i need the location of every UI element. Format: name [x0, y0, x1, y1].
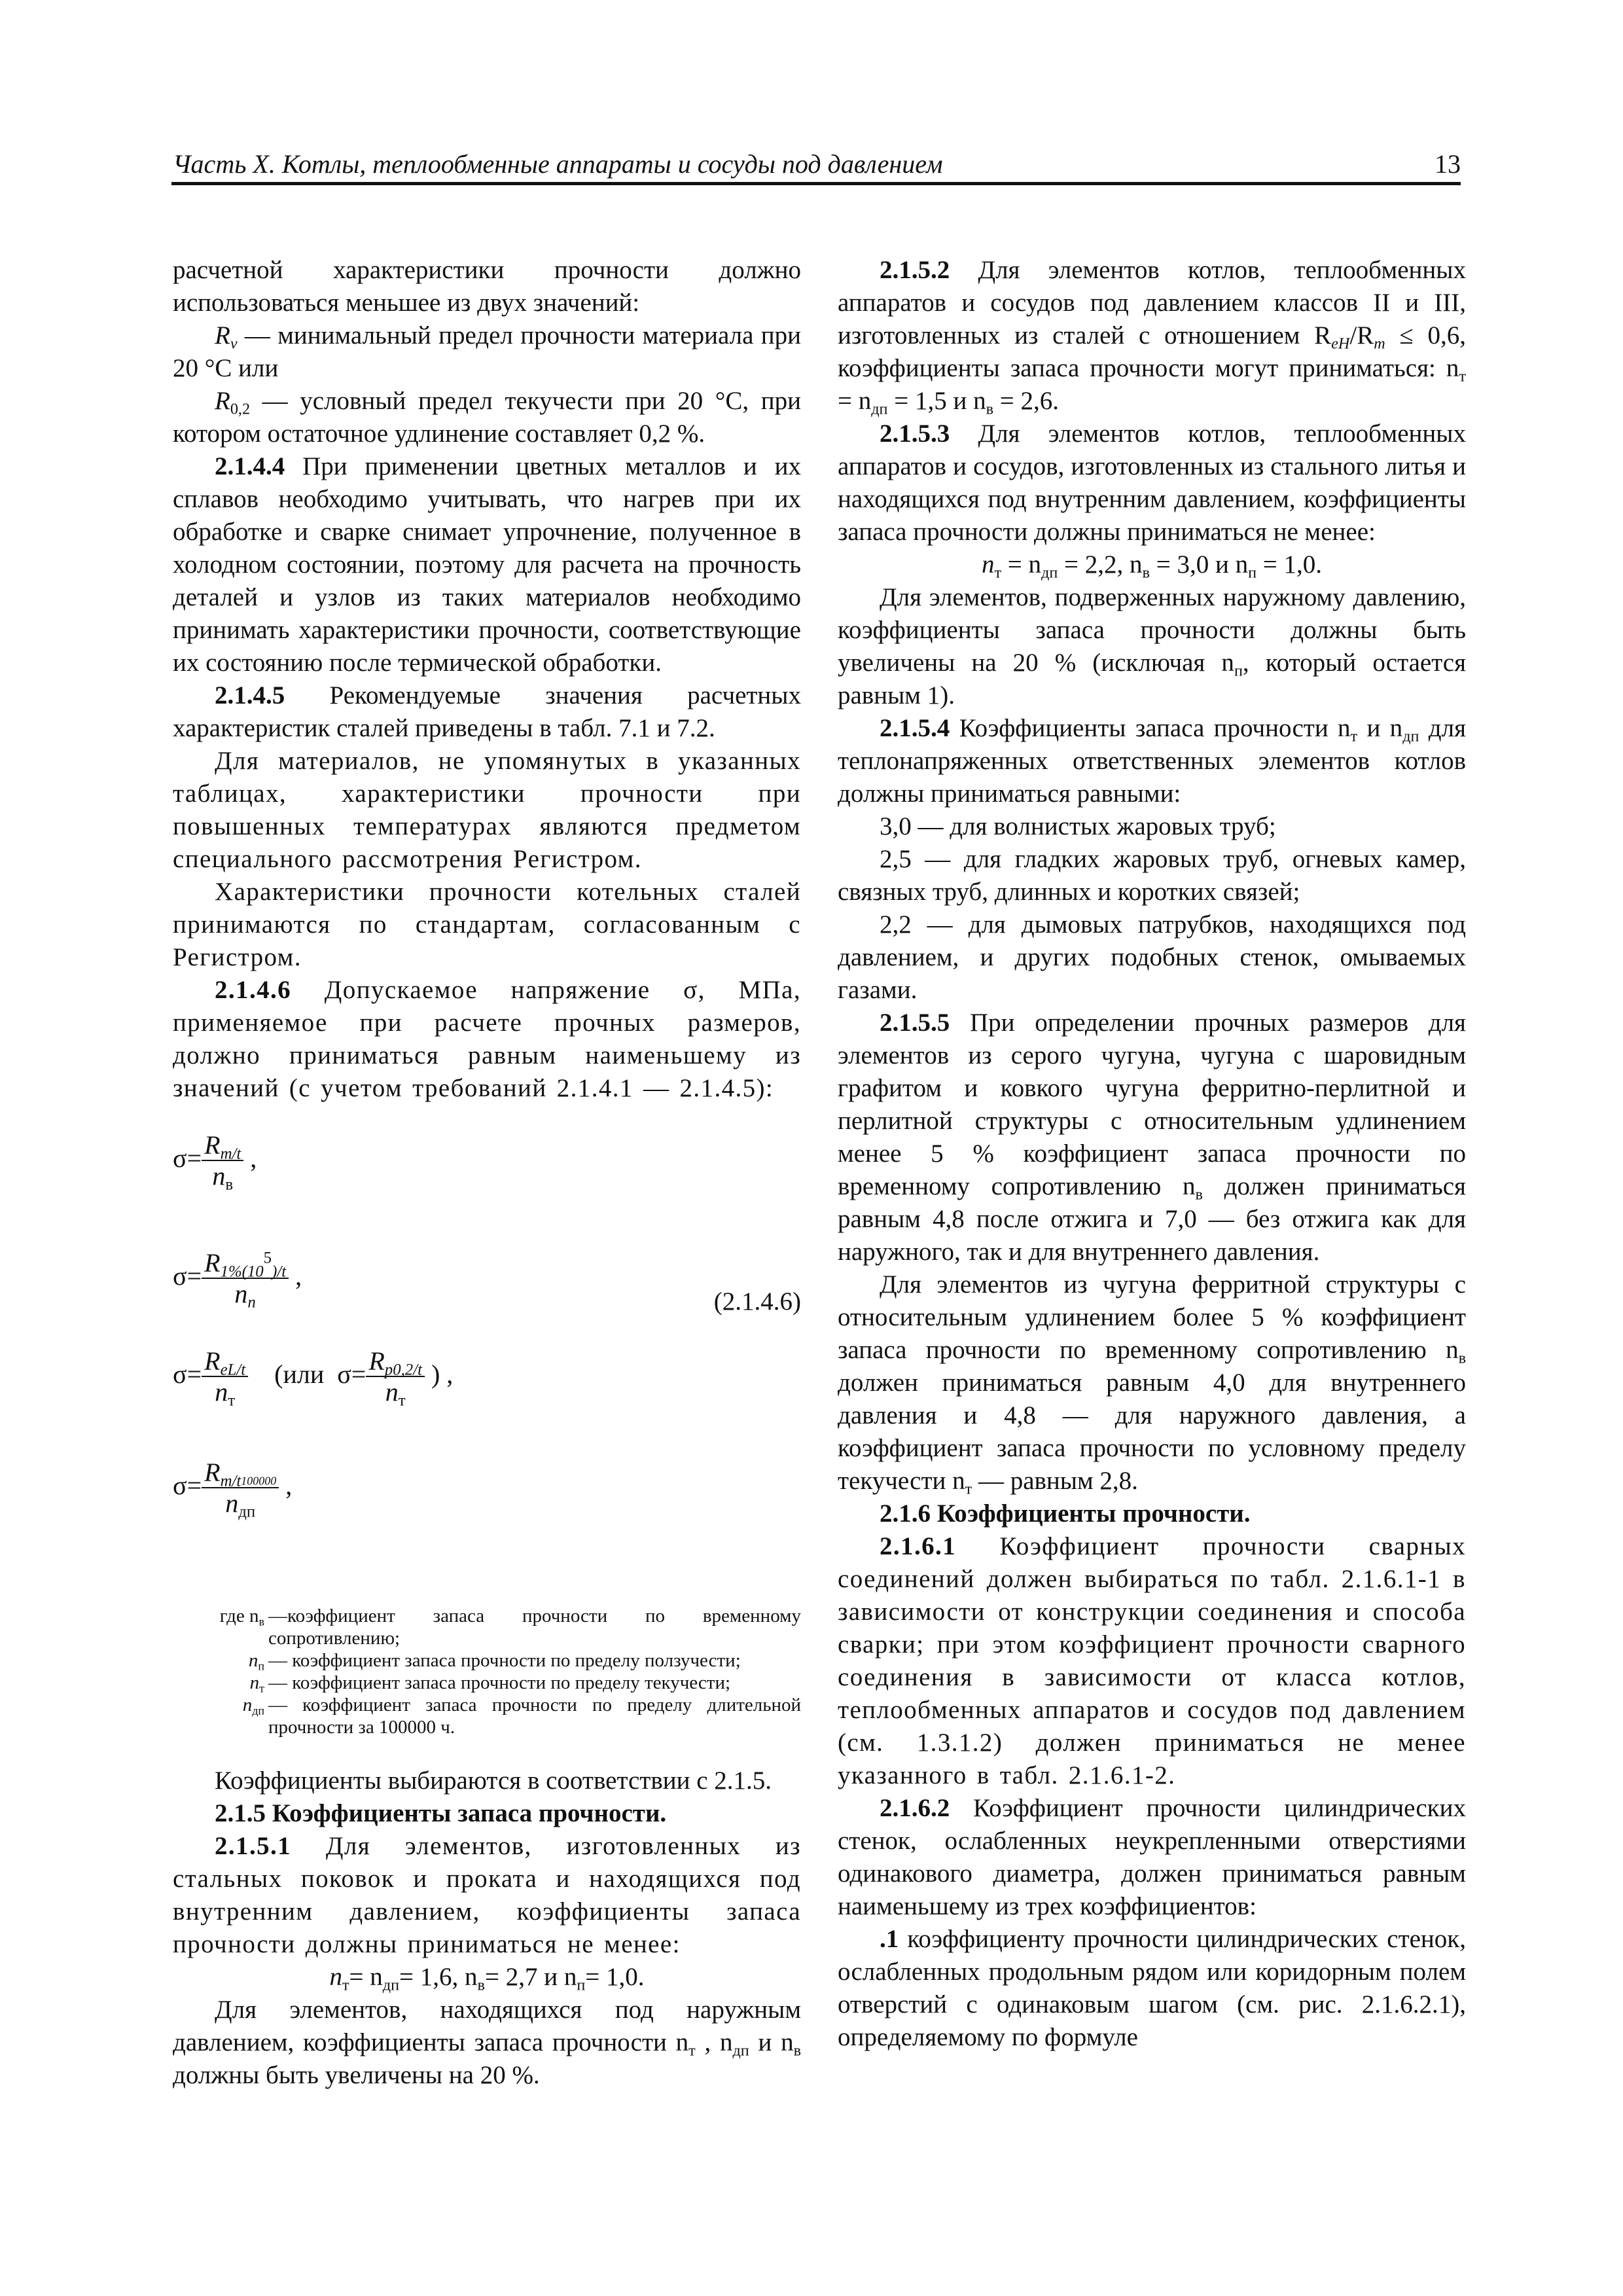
item-1: .1 коэффициенту прочности цилиндрических стенок, ослабленных продольным рядом или коридорным полем отверстий с одинаковым шагом (см. рис. 2.1.6.2.1), определяемому по формуле — [838, 1925, 1466, 2051]
section-2-1-5-1: 2.1.5.1 Для элементов, изготовленных из стальных поковок и проката и находящихся под внутренним давлением, коэффициенты запаса прочности должны приниматься не менее: — [173, 1832, 801, 1958]
equation-number: (2.1.4.6) — [713, 1287, 801, 1316]
formula-2-1-5-1: $n_т= n_{дп}= 1,6$, $n_в= 2,7$ и $n_п= 1,0$. — [329, 1963, 645, 1994]
section-2-1-5-3: 2.1.5.3 Для элементов котлов, теплообменных аппаратов и сосудов, изготовленных из стального литья и находящихся под внутренним давлением, коэффициенты запаса прочности должны приниматься не менее: — [838, 420, 1466, 546]
section-2-1-6-1: 2.1.6.1 Коэффициент прочности сварных соединений должен выбираться по табл. 2.1.6.1-1 в зависимости от конструкции соединения и способа сварки; при этом коэффициент прочности сварного соединения в зависимости от класса котлов, теплообменных аппаратов и сосудов под давлением (см. 1.3.1.2) должен приниматься не менее указанного в табл. 2.1.6.1-2. — [838, 1532, 1466, 1789]
formula-2-1-5-3: $n_т = n_{дп} = 2,2$, $n_в = 3,0$ и $n_п = 1,0$. — [981, 550, 1323, 582]
paragraph-ferrite: Для элементов из чугуна ферритной структуры с относительным удлинением более 5 % коэффициент запаса прочности по временному сопротивлению $n_в$ должен приниматься равным 4,0 для внутреннего давления и 4,8 — для наружного давления, а коэффициент запаса прочности по условному пределу текучести $n_т$ — равным 2,8. — [838, 1270, 1466, 1498]
paragraph-r02: $R_{0,2}$ — условный предел текучести при 20 °C, при котором остаточное удлинение составляет 0,2 %. — [173, 387, 801, 448]
list-item: 2,2 — для дымовых патрубков, находящихся под давлением, и других подобных стенок, омываемых газами. — [838, 910, 1466, 1004]
header-title: Часть X. Котлы, теплообменные аппараты и сосуды под давлением — [173, 149, 943, 179]
left-column — [173, 254, 801, 2092]
list-item: 2,5 — для гладких жаровых труб, огневых камер, связных труб, длинных и коротких связей; — [838, 845, 1466, 906]
formula-line-1: σ= $\frac{R_{m/t}}{n_в}$ , — [173, 1130, 257, 1194]
section-2-1-5: 2.1.5 Коэффициенты запаса прочности. — [215, 1799, 667, 1827]
formula-2-1-4-6 — [173, 1118, 801, 1589]
paragraph-outer-pressure: Для элементов, находящихся под наружным давлением, коэффициенты запаса прочности $n_т$ , $n_{дп}$ и $n_в$ должны быть увеличены на 20 %. — [173, 1996, 801, 2089]
paragraph-materials: Для материалов, не упомянутых в указанных таблицах, характеристики прочности при повышенных температурах являются предметом специального рассмотрения Регистром. — [173, 747, 801, 873]
section-2-1-6: 2.1.6 Коэффициенты прочности. — [880, 1499, 1251, 1528]
section-2-1-4-4: 2.1.4.4 При применении цветных металлов и их сплавов необходимо учитывать, что нагрев при их обработке и сварке снимает упрочнение, полученное в холодном состоянии, поэтому для расчета на прочность деталей и узлов из таких материалов необходимо принимать характеристики прочности, соответствующие их состоянию после термической обработки. — [173, 452, 801, 677]
page-number: 13 — [1435, 149, 1461, 179]
section-2-1-4-5: 2.1.4.5 Рекомендуемые значения расчетных характеристик сталей приведены в табл. 7.1 и 7.2. — [173, 681, 801, 742]
paragraph: расчетной характеристики прочности должно использоваться меньшее из двух значений: — [173, 256, 801, 317]
formula-line-2: σ= $\frac{R_{1\%(10}^5_{)/t}}{n_п}$ , — [173, 1248, 302, 1312]
running-header — [171, 145, 1461, 185]
paragraph-boiler-steels: Характеристики прочности котельных сталей принимаются по стандартам, согласованным с Регистром. — [173, 878, 801, 971]
paragraph-rv: $R_v$ — минимальный предел прочности материала при 20 °C или — [173, 321, 801, 382]
paragraph-coefficients: Коэффициенты выбираются в соответствии с 2.1.5. — [215, 1767, 772, 1795]
right-column — [838, 254, 1466, 2054]
formula-line-3: σ= $\frac{R_{eL/t}}{n_т}$ (или σ= $\frac{R_{p0,2/t}}{n_т}$ ) , — [173, 1346, 454, 1410]
where-legend — [173, 1605, 801, 1738]
section-2-1-4-6: 2.1.4.6 Допускаемое напряжение σ, МПа, применяемое при расчете прочных размеров, должно приниматься равным наименьшему из значений (с учетом требований 2.1.4.1 — 2.1.4.5): — [173, 976, 801, 1102]
section-2-1-5-2: 2.1.5.2 Для элементов котлов, теплообменных аппаратов и сосудов под давлением классов II и III, изготовленных из сталей с отношением $R_{eH}/R_m \le 0,6$, коэффициенты запаса прочности могут приниматься: $n_т = n_{дп} = 1,5$ и $n_в = 2,6$. — [838, 256, 1467, 418]
paragraph-outer-pressure-2: Для элементов, подверженных наружному давлению, коэффициенты запаса прочности должны быть увеличены на 20 % (исключая $n_п$, который остается равным 1). — [838, 583, 1467, 709]
legend-row: $n_{дп}$ — коэффициент запаса прочности по пределу длительной прочности за 100000 ч. — [242, 1695, 801, 1738]
section-2-1-5-5: 2.1.5.5 При определении прочных размеров для элементов из серого чугуна, чугуна с шаровидным графитом и ковкого чугуна ферритно-перлитной и перлитной структуры с относительным удлинением менее 5 % коэффициент запаса прочности по временному сопротивлению $n_в$ должен приниматься равным 4,8 после отжига и 7,0 — без отжига как для наружного, так и для внутреннего давления. — [838, 1009, 1466, 1266]
legend-row: $n_п$ — коэффициент запаса прочности по пределу ползучести; — [248, 1650, 741, 1673]
formula-line-4: σ= $\frac{R_{m/t100000}}{n_{дп}}$ , — [173, 1458, 293, 1521]
section-2-1-5-4: 2.1.5.4 Коэффициенты запаса прочности $n_т$ и $n_{дп}$ для теплонапряженных ответственных элементов котлов должны приниматься равными: — [838, 714, 1467, 808]
legend-row: $n_т$ — коэффициент запаса прочности по пределу текучести; — [249, 1672, 731, 1695]
list-item: 3,0 — для волнистых жаровых труб; — [880, 812, 1276, 840]
legend-row: где $n_в$ —коэффициент запаса прочности по временному сопротивлению; — [219, 1605, 801, 1649]
section-2-1-6-2: 2.1.6.2 Коэффициент прочности цилиндрических стенок, ослабленных неукрепленными отверстиями одинакового диаметра, должен приниматься равным наименьшему из трех коэффициентов: — [838, 1794, 1466, 1920]
